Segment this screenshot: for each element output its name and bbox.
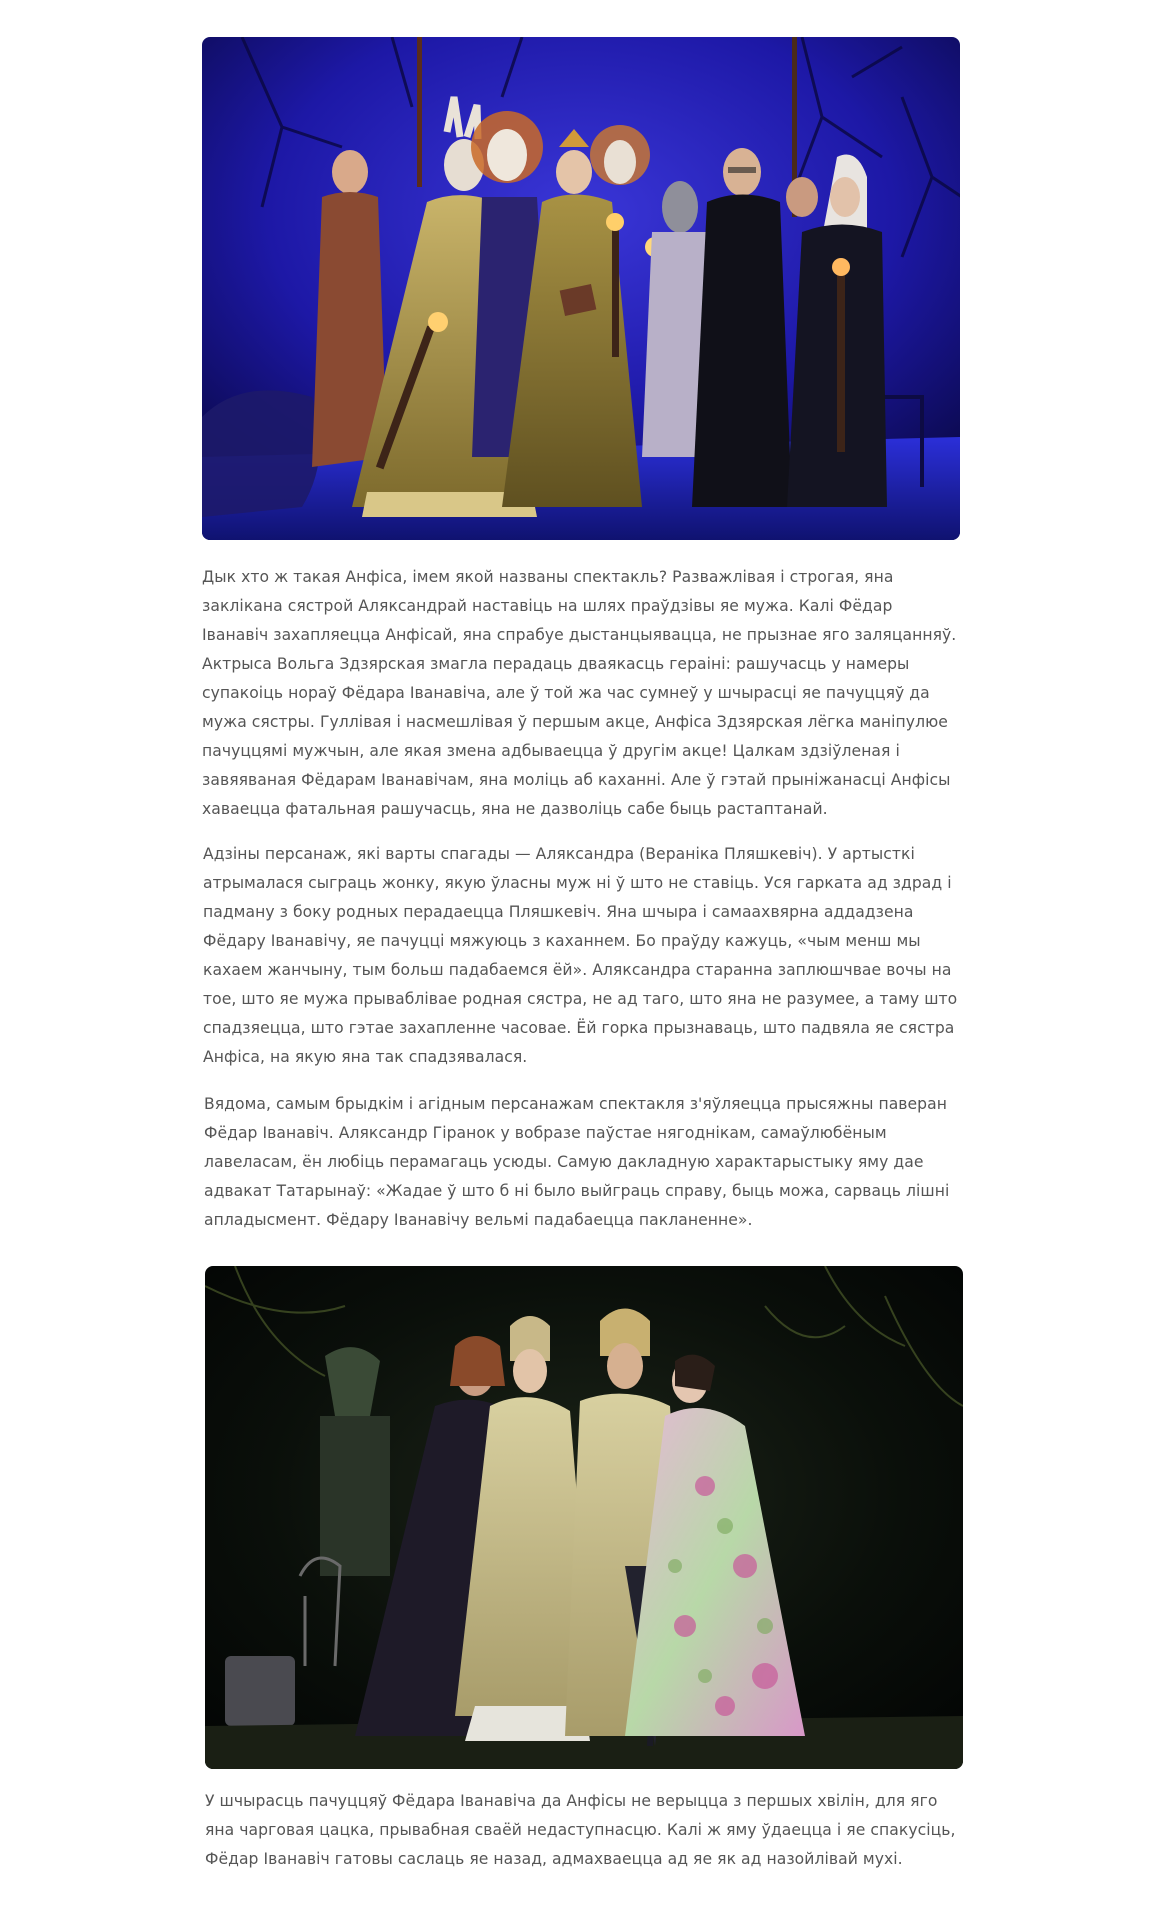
paragraph-aliaksandra: Адзіны персанаж, які варты спагады — Аляксандра (Вераніка Пляшкевіч). У артысткі атрымалася сыграць жонку, якую ўласны муж ні ў што не ставіць. Уся гарката ад здрад і падману з боку родных перадаецца Пляшкевіч. Яна шчыра і самаахвярна аддадзена Фёдару Іванавічу, яе пачуцці мяжуюць з каханнем. Бо праўду кажуць, «чым менш мы кахаем жанчыну, тым больш падабаемся ёй». Аляксандра старанна заплюшчвае вочы на тое, што яе мужа прываблівае родная сястра, не ад таго, што яна не разумее, а таму што спадзяецца, што гэтае захапленне часовае. Ёй горка прызнаваць, што падвяла яе сястра Анфіса, на якую яна так спадзявалася.: [203, 845, 958, 1066]
theatre-stage-photo-icon: [202, 37, 960, 540]
paragraph-fiodar: Вядома, самым брыдкім і агідным персанажам спектакля з'яўляецца прысяжны паверан Фёдар Іванавіч. Аляксандр Гіранок у вобразе паўстае нягоднікам, самаўлюбёным лавеласам, ён любіць перамагаць усюды. Самую дакладную характарыстыку яму дае адвакат Татарынаў: «Жадае ў што б ні было выйграць справу, быць можа, сарваць лішні апладысмент. Фёдару Іванавічу вельмі падабаецца пакланенне».: [204, 1095, 950, 1229]
article: [202, 37, 964, 1874]
stage-photo-masks: [202, 37, 960, 540]
paragraph-feelings: У шчырасць пачуццяў Фёдара Іванавіча да Анфісы не верыцца з першых хвілін, для яго яна чарговая цацка, прывабная сваёй недаступнасцю. Калі ж яму ўдаецца і яе спакусіць, Фёдар Іванавіч гатовы саслаць яе назад, адмахваецца ад яе як ад назойлівай мухі.: [205, 1792, 956, 1868]
theatre-stage-photo-icon: [205, 1266, 963, 1769]
stage-photo-four-figures: [205, 1266, 963, 1769]
paragraph-anfisa: Дык хто ж такая Анфіса, імем якой названы спектакль? Разважлівая і строгая, яна заклікана сястрой Аляксандрай наставіць на шлях праўдзівы яе мужа. Калі Фёдар Іванавіч захапляецца Анфісай, яна спрабуе дыстанцыявацца, не прызнае яго заляцанняў. Актрыса Вольга Здзярская змагла перадаць дваякасць гераіні: рашучасць у намеры супакоіць нораў Фёдара Іванавіча, але ў той жа час сумнеў у шчырасці яе пачуццяў да мужа сястры. Гуллівая і насмешлівая ў першым акце, Анфіса Здзярская лёгка маніпулюе пачуццямі мужчын, але якая змена адбываецца ў другім акце! Цалкам здзіўленая і завяяваная Фёдарам Іванавічам, яна моліць аб каханні. Але ў гэтай прыніжанасці Анфісы хаваецца фатальная рашучасць, яна не дазволіць сабе быць растаптанай.: [202, 568, 957, 818]
